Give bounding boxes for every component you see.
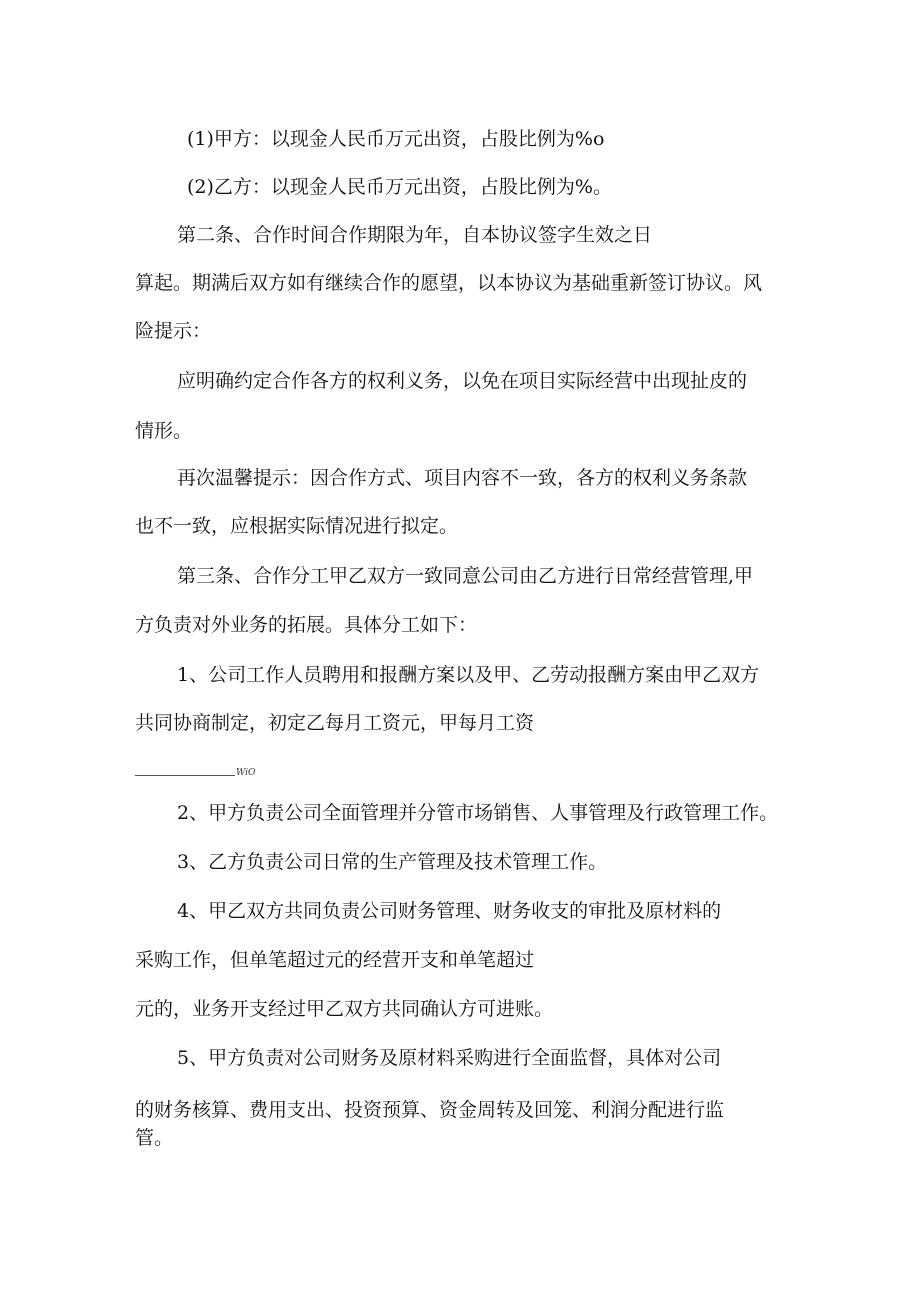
text-line: 的财务核算、费用支出、投资预算、资金周转及回笼、利润分配进行监 — [135, 1099, 725, 1121]
text-line: 再次温馨提示：因合作方式、项目内容不一致，各方的权利义务条款 — [177, 467, 748, 489]
text-line: 共同协商制定，初定乙每月工资元，甲每月工资 — [135, 712, 535, 734]
text-line: 采购工作，但单笔超过元的经营开支和单笔超过 — [135, 949, 535, 971]
text-line: (2)乙方：以现金人民币万元出资，占股比例为%。 — [187, 176, 612, 198]
text-line: (1)甲方：以现金人民币万元出资，占股比例为%o — [187, 128, 605, 150]
text-fragment: WiO — [236, 768, 256, 778]
text-line: 第二条、合作时间合作期限为年，自本协议签字生效之日 — [177, 224, 653, 246]
text-line: 1、公司工作人员聘用和报酬方案以及甲、乙劳动报酬方案由甲乙双方 — [177, 664, 760, 686]
text-line: 3、乙方负责公司日常的生产管理及技术管理工作。 — [177, 851, 608, 873]
text-line: 管。 — [135, 1127, 174, 1149]
text-line: 元的，业务开支经过甲乙双方共同确认方可进账。 — [135, 998, 554, 1020]
text-line: 情形。 — [135, 420, 193, 442]
text-line: 应明确约定合作各方的权利义务，以免在项目实际经营中出现扯皮的 — [177, 370, 748, 392]
text-line: 5、甲方负责对公司财务及原材料采购进行全面监督，具体对公司 — [177, 1047, 722, 1069]
text-line: 也不一致，应根据实际情况进行拟定。 — [135, 515, 459, 537]
text-line: 4、甲乙双方共同负责公司财务管理、财务收支的审批及原材料的 — [177, 900, 722, 922]
text-line: 第三条、合作分工甲乙双方一致同意公司由乙方进行日常经营管理,甲 — [177, 565, 754, 587]
fill-in-blank-line — [135, 775, 235, 776]
text-line: 算起。期满后双方如有继续合作的愿望，以本协议为基础重新签订协议。风 — [135, 272, 763, 294]
text-line: 险提示： — [135, 320, 212, 342]
text-line: 2、甲方负责公司全面管理并分管市场销售、人事管理及行政管理工作。 — [177, 802, 779, 824]
text-line: 方负责对外业务的拓展。具体分工如下： — [135, 614, 478, 636]
